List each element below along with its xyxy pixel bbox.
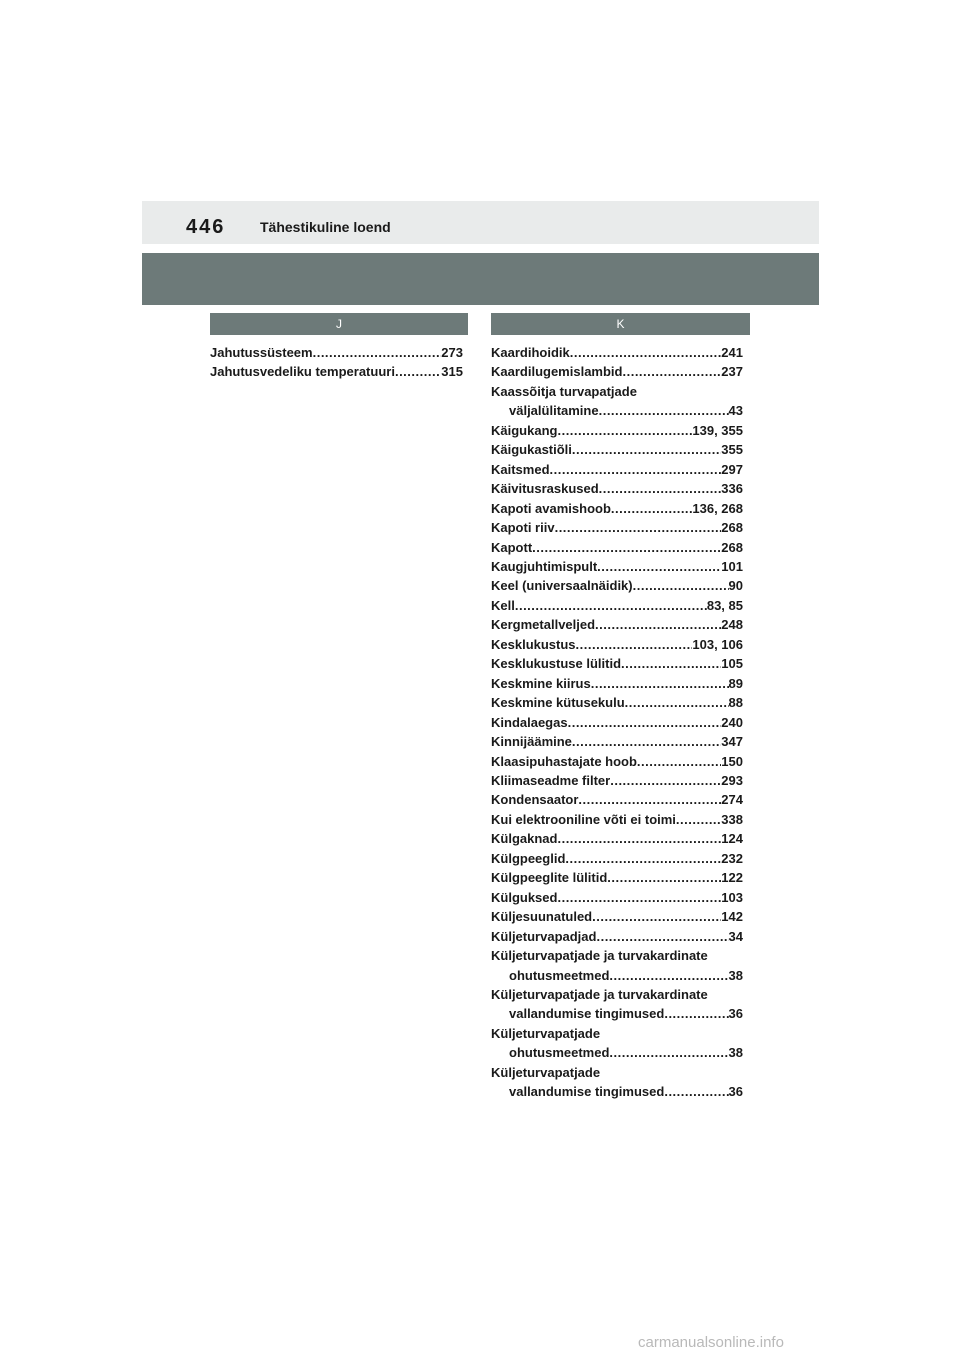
- leader-dots: [599, 479, 722, 498]
- page-number: 446: [186, 216, 226, 238]
- index-entry: [491, 421, 743, 440]
- index-entry: [491, 440, 743, 459]
- leader-dots: [576, 635, 693, 654]
- entry-page: 103, 106: [692, 636, 743, 652]
- index-entry: [491, 829, 743, 848]
- index-entry: [491, 849, 743, 868]
- index-entry: [491, 927, 743, 946]
- index-entry: [210, 362, 463, 381]
- entry-label: Külgpeeglid: [491, 850, 566, 866]
- leader-dots: [570, 343, 722, 362]
- entry-label: Jahutussüsteem: [210, 345, 313, 360]
- leader-dots: [597, 557, 721, 576]
- entry-page: 150: [721, 753, 743, 769]
- leader-dots: [621, 654, 721, 673]
- index-entry-heading: [491, 1024, 743, 1043]
- leader-dots: [515, 596, 707, 615]
- leader-dots: [313, 343, 442, 362]
- index-entry: [491, 460, 743, 479]
- entry-label: Keskmine kiirus: [491, 675, 591, 691]
- entry-label: Kaassõitja turvapatjade: [491, 383, 637, 399]
- entry-label: Kaardilugemislambid: [491, 364, 623, 380]
- entry-label: Kindalaegas: [491, 714, 568, 730]
- index-entry: [491, 362, 743, 381]
- leader-dots: [625, 693, 729, 712]
- entry-page: 268: [721, 520, 743, 536]
- index-entry: [491, 479, 743, 498]
- leader-dots: [664, 1082, 728, 1101]
- entry-page: 38: [728, 967, 743, 983]
- leader-dots: [633, 576, 729, 595]
- entry-label: Kliimaseadme filter: [491, 772, 611, 788]
- entry-label: Kinnijäämine: [491, 734, 572, 750]
- index-entry: [491, 596, 743, 615]
- entry-page: 90: [728, 578, 743, 594]
- index-column-k: [491, 343, 743, 1102]
- entry-page: 105: [721, 656, 743, 672]
- leader-dots: [555, 518, 722, 537]
- entry-label: ohutusmeetmed: [509, 1045, 610, 1061]
- entry-label: Küljeturvapatjade ja turvakardinate: [491, 948, 708, 964]
- entry-page: 355: [721, 442, 743, 458]
- entry-page: 336: [721, 481, 743, 497]
- entry-page: 274: [721, 792, 743, 808]
- entry-label: Keel (universaalnäidik): [491, 578, 633, 594]
- leader-dots: [550, 460, 722, 479]
- entry-page: 268: [721, 539, 743, 555]
- entry-page: 36: [728, 1006, 743, 1022]
- index-entry: [491, 557, 743, 576]
- entry-label: Kapott: [491, 539, 533, 555]
- entry-label: Kesklukustus: [491, 636, 576, 652]
- entry-label: Kaugjuhtimispult: [491, 558, 598, 574]
- index-subentry: [491, 1082, 743, 1101]
- entry-label: Kondensaator: [491, 792, 579, 808]
- entry-label: Kapoti avamishoob: [491, 500, 611, 516]
- header-band: [142, 201, 819, 244]
- index-subentry: [491, 1043, 743, 1062]
- index-entry: [491, 752, 743, 771]
- index-entry: [491, 693, 743, 712]
- leader-dots: [607, 868, 721, 887]
- index-entry-heading: [491, 1063, 743, 1082]
- leader-dots: [622, 362, 721, 381]
- index-entry: [491, 499, 743, 518]
- entry-label: Käigukang: [491, 422, 558, 438]
- entry-label: Kergmetallveljed: [491, 617, 596, 633]
- index-entry: [491, 713, 743, 732]
- entry-page: 338: [721, 811, 743, 827]
- entry-page: 36: [728, 1084, 743, 1100]
- index-entry: [491, 343, 743, 362]
- leader-dots: [637, 752, 721, 771]
- entry-label: Kaardihoidik: [491, 345, 570, 360]
- index-entry: [491, 635, 743, 654]
- index-column-j: [210, 343, 463, 382]
- index-subentry: [491, 1004, 743, 1023]
- leader-dots: [609, 1043, 728, 1062]
- index-entry: [491, 771, 743, 790]
- entry-page: 101: [721, 558, 743, 574]
- entry-page: 248: [721, 617, 743, 633]
- leader-dots: [592, 907, 721, 926]
- leader-dots: [609, 966, 728, 985]
- index-entry: [491, 790, 743, 809]
- entry-page: 139, 355: [692, 422, 743, 438]
- entry-page: 89: [728, 675, 743, 691]
- entry-page: 43: [728, 403, 743, 419]
- index-entry: [491, 732, 743, 751]
- index-entry: [491, 654, 743, 673]
- index-entry: [491, 674, 743, 693]
- leader-dots: [557, 888, 721, 907]
- letter-heading-k: K: [491, 313, 750, 335]
- leader-dots: [557, 829, 721, 848]
- entry-page: 240: [721, 714, 743, 730]
- entry-page: 293: [721, 772, 743, 788]
- entry-page: 83, 85: [706, 597, 743, 613]
- letter-heading-j: J: [210, 313, 468, 335]
- index-entry: [491, 518, 743, 537]
- index-entry-heading: [491, 985, 743, 1004]
- entry-page: 347: [721, 734, 743, 750]
- entry-page: 38: [728, 1045, 743, 1061]
- leader-dots: [578, 790, 721, 809]
- entry-label: Kaitsmed: [491, 461, 550, 477]
- entry-label: Küljeturvapadjad: [491, 928, 597, 944]
- leader-dots: [532, 538, 721, 557]
- section-banner: [142, 253, 819, 305]
- entry-page: 136, 268: [692, 500, 743, 516]
- leader-dots: [557, 421, 692, 440]
- leader-dots: [572, 440, 721, 459]
- entry-label: ohutusmeetmed: [509, 967, 610, 983]
- entry-label: Küljesuunatuled: [491, 909, 593, 925]
- leader-dots: [610, 771, 721, 790]
- entry-label: Käivitusraskused: [491, 481, 599, 497]
- entry-page: 237: [721, 364, 743, 380]
- leader-dots: [599, 401, 729, 420]
- index-entry: [491, 868, 743, 887]
- index-entry: [210, 343, 463, 362]
- entry-label: väljalülitamine: [509, 403, 599, 419]
- entry-page: 103: [721, 889, 743, 905]
- entry-label: Külgpeeglite lülitid: [491, 870, 608, 886]
- entry-page: 297: [721, 461, 743, 477]
- index-entry-heading: [491, 382, 743, 401]
- index-entry-heading: [491, 946, 743, 965]
- leader-dots: [565, 849, 721, 868]
- leader-dots: [395, 362, 441, 381]
- entry-label: Küljeturvapatjade: [491, 1025, 601, 1041]
- entry-label: Küljeturvapatjade: [491, 1064, 601, 1080]
- leader-dots: [611, 499, 692, 518]
- entry-label: vallandumise tingimused: [509, 1006, 665, 1022]
- entry-page: 142: [721, 909, 743, 925]
- entry-page: 232: [721, 850, 743, 866]
- index-entry: [491, 907, 743, 926]
- leader-dots: [595, 615, 721, 634]
- entry-label: Keskmine kütusekulu: [491, 695, 625, 711]
- entry-label: Kell: [491, 597, 515, 613]
- leader-dots: [676, 810, 721, 829]
- leader-dots: [591, 674, 729, 693]
- section-title: Tähestikuline loend: [260, 219, 391, 235]
- entry-label: Kapoti riiv: [491, 520, 555, 536]
- index-entry: [491, 810, 743, 829]
- watermark-text: carmanualsonline.info: [638, 1334, 784, 1351]
- entry-page: 88: [728, 695, 743, 711]
- entry-label: Klaasipuhastajate hoob: [491, 753, 637, 769]
- entry-label: Jahutusvedeliku temperatuuri: [210, 364, 395, 380]
- entry-page: 122: [721, 870, 743, 886]
- leader-dots: [568, 713, 722, 732]
- index-entry: [491, 888, 743, 907]
- index-subentry: [491, 401, 743, 420]
- leader-dots: [596, 927, 728, 946]
- entry-page: 273: [441, 345, 463, 360]
- entry-label: Kesklukustuse lülitid: [491, 656, 622, 672]
- entry-label: Külguksed: [491, 889, 558, 905]
- entry-label: Käigukastiõli: [491, 442, 572, 458]
- index-entry: [491, 538, 743, 557]
- entry-label: Kui elektrooniline võti ei toimi: [491, 811, 676, 827]
- entry-page: 315: [441, 364, 463, 380]
- entry-page: 34: [728, 928, 743, 944]
- entry-page: 124: [721, 831, 743, 847]
- entry-page: 241: [721, 345, 743, 360]
- index-entry: [491, 615, 743, 634]
- leader-dots: [664, 1004, 728, 1023]
- entry-label: Külgaknad: [491, 831, 558, 847]
- leader-dots: [572, 732, 721, 751]
- entry-label: vallandumise tingimused: [509, 1084, 665, 1100]
- index-subentry: [491, 966, 743, 985]
- entry-label: Küljeturvapatjade ja turvakardinate: [491, 986, 708, 1002]
- index-entry: [491, 576, 743, 595]
